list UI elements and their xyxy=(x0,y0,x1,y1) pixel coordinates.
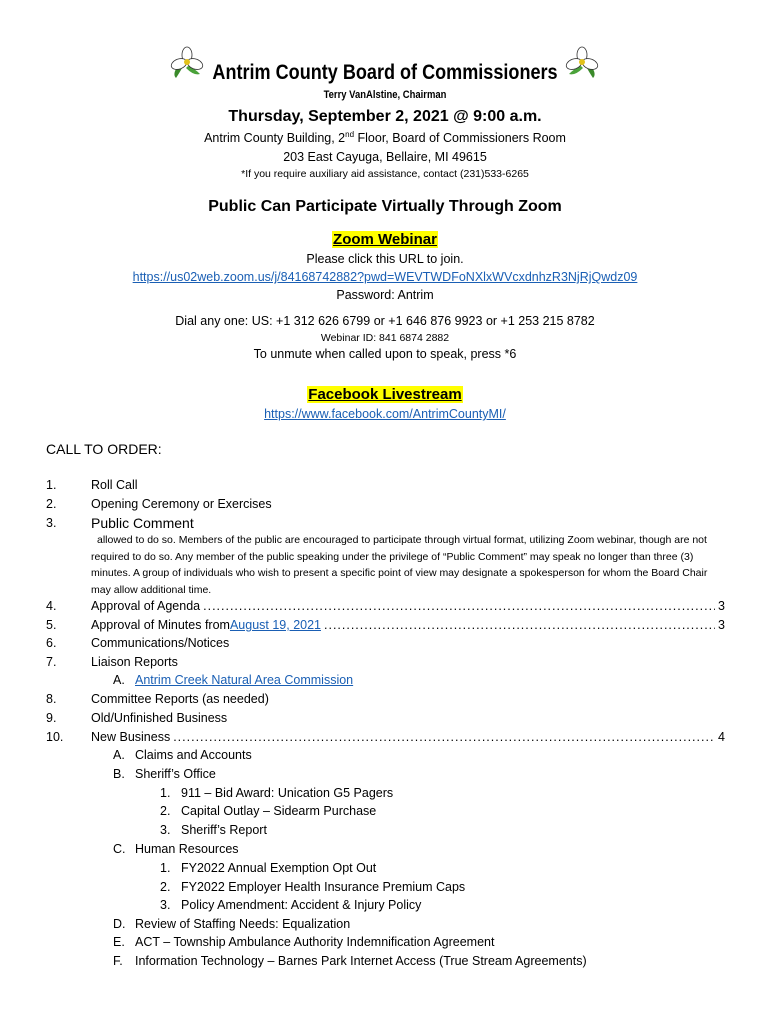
page-number: 3 xyxy=(718,599,725,613)
minutes-link[interactable]: August 19, 2021 xyxy=(229,618,321,632)
agenda-item-public-comment: Public Comment xyxy=(91,515,194,531)
meeting-address: 203 East Cayuga, Bellaire, MI 49615 xyxy=(283,150,487,164)
agenda-item-approval-agenda: Approval of Agenda ..... 3 xyxy=(91,599,725,613)
item-number: 5. xyxy=(46,618,57,632)
sheriff-item: 3. Sheriff’s Report xyxy=(160,823,267,837)
zoom-password: Password: Antrim xyxy=(336,288,434,302)
new-business-item: D. Review of Staffing Needs: Equalization xyxy=(113,917,351,931)
page-title: Antrim County Board of Commissioners xyxy=(212,61,558,84)
item-number: 6. xyxy=(46,636,57,650)
item-number: 1. xyxy=(46,478,57,492)
facebook-url-row xyxy=(0,407,770,421)
agenda-item-committee-reports: Committee Reports (as needed) xyxy=(91,692,269,706)
item-number: 10. xyxy=(46,730,64,744)
zoom-url-row xyxy=(0,270,770,284)
agenda-item-approval-minutes: Approval of Minutes from August 19, 2021 ..... 3 xyxy=(91,618,725,632)
zoom-webinar-label: Zoom Webinar xyxy=(333,231,437,248)
new-business-item: E. ACT – Township Ambulance Authority Indemnification Agreement xyxy=(113,935,495,949)
agenda-item-new-business: New Business ..... 4 xyxy=(91,730,725,744)
item-number: 2. xyxy=(46,497,57,511)
agenda-item-opening-ceremony: Opening Ceremony or Exercises xyxy=(91,497,272,511)
page-number: 4 xyxy=(718,730,725,744)
new-business-item: B. Sheriff’s Office xyxy=(113,767,216,781)
item-number: 8. xyxy=(46,692,57,706)
item-number: 7. xyxy=(46,655,57,669)
facebook-label: Facebook Livestream xyxy=(308,386,462,403)
antrim-creek-link[interactable]: Antrim Creek Natural Area Commission xyxy=(135,673,354,687)
agenda-item-liaison-reports: Liaison Reports xyxy=(91,655,178,669)
zoom-heading: Public Can Participate Virtually Through Zoom xyxy=(208,198,562,215)
sheriff-item: 2. Capital Outlay – Sidearm Purchase xyxy=(160,804,377,818)
item-number: 4. xyxy=(46,599,57,613)
hr-item: 3. Policy Amendment: Accident & Injury Policy xyxy=(160,898,422,912)
sheriff-item: 1. 911 – Bid Award: Unication G5 Pagers xyxy=(160,786,394,800)
chairman-line: Terry VanAlstine, Chairman xyxy=(323,89,447,101)
meeting-location: Antrim County Building, 2nd Floor, Board of Commissioners Room xyxy=(204,130,566,146)
webinar-id: Webinar ID: 841 6874 2882 xyxy=(320,332,450,344)
hr-item: 1. FY2022 Annual Exemption Opt Out xyxy=(160,861,377,875)
liaison-sub-item: A. Antrim Creek Natural Area Commission xyxy=(113,673,354,687)
call-to-order: CALL TO ORDER: xyxy=(46,441,162,457)
agenda-item-communications: Communications/Notices xyxy=(91,636,230,650)
assistance-note: *If you require auxiliary aid assistance, contact (231)533-6265 xyxy=(241,168,529,180)
public-comment-paragraph: allowed to do so. Members of the public are encouraged to participate through virtual format, utilizing Zoom webinar, though are not required to do so. Any member of the public speaking under the privilege of “Public Comment” may speak no longer than three (3) minutes. A group of individuals who wish to present a specific point of view may designate a spokesperson for whom the Board Chair may allow additional time. xyxy=(91,534,708,596)
new-business-item: A. Claims and Accounts xyxy=(113,748,252,762)
hr-item: 2. FY2022 Employer Health Insurance Premium Caps xyxy=(160,880,466,894)
dial-in-numbers: Dial any one: US: +1 312 626 6799 or +1 646 876 9923 or +1 253 215 8782 xyxy=(175,314,595,328)
agenda-item-roll-call: Roll Call xyxy=(91,478,138,492)
item-number: 9. xyxy=(46,711,57,725)
item-number: 3. xyxy=(46,516,57,530)
zoom-click-text: Please click this URL to join. xyxy=(306,252,464,266)
agenda-item-old-business: Old/Unfinished Business xyxy=(91,711,228,725)
zoom-url-link[interactable]: https://us02web.zoom.us/j/84168742882?pwd=WEVTWDFoNXlxWVcxdnhzR3NjRjQwdz09 xyxy=(132,270,638,284)
unmute-instructions: To unmute when called upon to speak, press *6 xyxy=(253,347,517,361)
new-business-item: C. Human Resources xyxy=(113,842,239,856)
new-business-item: F. Information Technology – Barnes Park Internet Access (True Stream Agreements) xyxy=(113,954,587,968)
page-number: 3 xyxy=(718,618,725,632)
meeting-date: Thursday, September 2, 2021 @ 9:00 a.m. xyxy=(228,108,542,125)
facebook-url-link[interactable]: https://www.facebook.com/AntrimCountyMI/ xyxy=(264,407,506,421)
